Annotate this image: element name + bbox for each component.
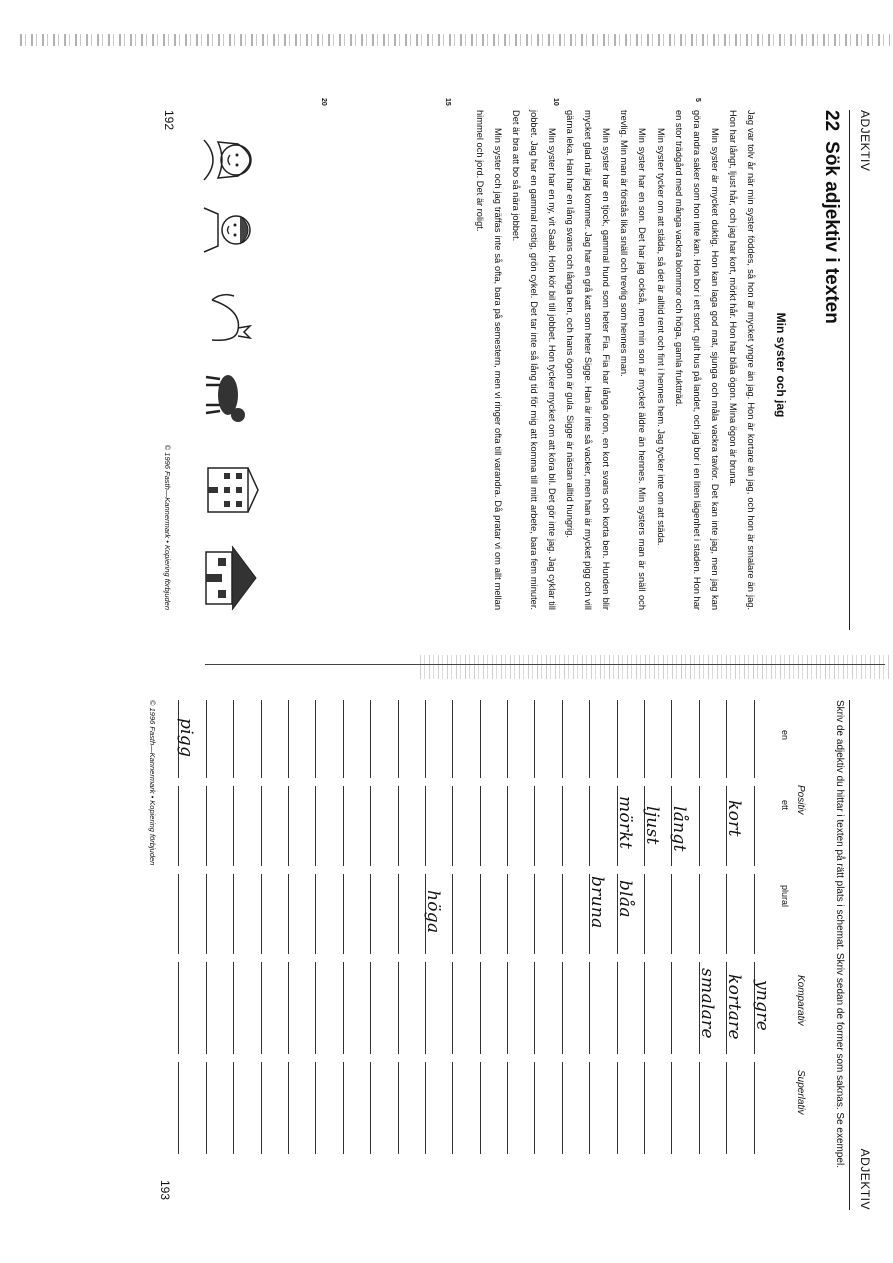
subcolumn-en: en: [780, 730, 790, 741]
boy-portrait-icon: [202, 200, 262, 260]
paragraph: Min syster tycker om att städa, så det är alltid rent och fint i hennes hem. Jag tycker inte om att städa.: [655, 128, 666, 546]
instruction-text: Skriv de adjektiv du hittar i texten på rätt plats i schemat. Skriv sedan de former som saknas. Se exempel.: [834, 700, 845, 1168]
illustration-strip: [192, 110, 262, 630]
handwritten-answer[interactable]: pigg: [176, 718, 197, 758]
paragraph: Min syster har en son. Det har jag också, men min son är mycket äldre än hennes. Min systers man är snäll och trevlig. Min man är förstås lika snäll och trevlig som hennes man.: [619, 110, 648, 610]
section-label: ADJEKTIV: [849, 110, 872, 630]
answer-row: [173, 700, 200, 1160]
cat-icon: [202, 290, 262, 350]
answer-row: [283, 700, 310, 1160]
line-number-10: 10: [552, 98, 559, 106]
story-title: Min syster och jag: [774, 312, 788, 418]
answer-row: [310, 700, 337, 1160]
answer-row: [475, 700, 502, 1160]
paragraph: Min syster har en ny, vit Saab. Hon kör bil till jobbet. Hon tycker mycket om att köra bil. Det gör inte jag. Jag cyklar till jobbet. Jag har en gammal rostig, grön cykel. Det tar inte så lång tid för mig att komma till mitt arbete, bara fem minuter. Det är bra att bo så nära jobbet.: [510, 110, 557, 610]
answer-row: [639, 700, 666, 1160]
story-text: [320, 98, 761, 610]
lesson-title: [820, 110, 842, 324]
scan-noise-top: [20, 34, 890, 46]
answer-row: [612, 700, 639, 1160]
handwritten-answer[interactable]: höga: [422, 890, 443, 934]
lesson-number: 22: [821, 110, 842, 132]
house-icon: [202, 540, 262, 615]
answer-row: [529, 700, 556, 1160]
handwritten-answer[interactable]: ljust: [642, 806, 663, 845]
handwritten-answer[interactable]: yngre: [751, 980, 772, 1032]
answer-row: [201, 700, 228, 1160]
column-header-positiv: Positiv: [795, 785, 806, 815]
answer-row: [502, 700, 529, 1160]
handwritten-answer[interactable]: blåa: [614, 880, 635, 918]
column-header-komparativ: Komparativ: [795, 975, 806, 1026]
page-number: 192: [162, 110, 176, 131]
girl-portrait-icon: [202, 130, 262, 190]
handwritten-answer[interactable]: bruna: [587, 876, 608, 929]
line-number-15: 15: [444, 98, 451, 106]
page-number: 193: [158, 1179, 172, 1200]
answer-row: [666, 700, 693, 1160]
paragraph: Jag var tolv år när min syster föddes, så hon är mycket yngre än jag. Hon är kortare än jag, och hon är smalare än jag. Hon har långt, ljust hår, och jag har kort, mörkt hår. Hon har blåa ögon. Mina ögon är bruna.: [727, 110, 756, 610]
answer-row: [447, 700, 474, 1160]
page-192: [122, 100, 872, 630]
paragraph: Min syster har en tjock, gammal hund som heter Fia. Fia har långa öron, en kort svans och korta ben. Hunden blir mycket glad när jag kommer. Jag har en grå katt som heter Sigge. Han är inte så vacker, men han är mycket pigg och vill gärna leka. Han har en lång svans och långa ben, och hans ögon är gula. Sigge är nästan alltid hungrig.: [565, 110, 612, 610]
apartment-building-icon: [202, 460, 262, 520]
subcolumn-ett: ett: [780, 800, 790, 811]
copyright: © 1996 Fasth—Kannermark • Kopiering förbjuden: [148, 700, 157, 866]
subcolumn-plural: plural: [780, 885, 790, 908]
line-number-5: 5: [694, 98, 701, 102]
copyright: © 1996 Fasth—Kannermark • Kopiering förbjuden: [163, 444, 172, 610]
paragraph: Min syster och jag träffas inte så ofta, bara på semestern, men vi ringer ofta till varandra. Då pratar vi om allt mellan himmel och jord. Det är roligt.: [474, 110, 503, 610]
answer-grid: [173, 700, 776, 1160]
answer-row: [584, 700, 611, 1160]
paragraph: Min syster är mycket duktig. Hon kan laga god mat, sjunga och måla vackra tavlor. Det kan inte jag, men jag kan göra andra saker som hon inte kan. Hon bor i ett stort, gult hus på landet, och jag bor i en liten lägenhet i staden. Hon har en stor trädgård med många vackra blommor och höga, gamla fruktträd.: [673, 110, 720, 610]
answer-row: [228, 700, 255, 1160]
page-divider: [205, 664, 885, 665]
lesson-title-text: Sök adjektiv i texten: [821, 141, 842, 324]
handwritten-answer[interactable]: kort: [724, 800, 745, 837]
scan-noise-middle: [420, 655, 890, 679]
answer-row: [557, 700, 584, 1160]
answer-row: [420, 700, 447, 1160]
line-number-20: 20: [320, 98, 327, 106]
handwritten-answer[interactable]: långt: [669, 806, 690, 852]
answer-row: [256, 700, 283, 1160]
section-label: ADJEKTIV: [849, 700, 872, 1210]
answer-row: [721, 700, 748, 1160]
answer-row: [365, 700, 392, 1160]
dog-icon: [202, 365, 262, 425]
handwritten-answer[interactable]: kortare: [724, 974, 745, 1040]
page-193: [92, 690, 872, 1210]
answer-row: [749, 700, 776, 1160]
column-header-superlativ: Superlativ: [795, 1070, 806, 1115]
answer-row: [694, 700, 721, 1160]
handwritten-answer[interactable]: smalare: [696, 968, 717, 1039]
answer-row: [393, 700, 420, 1160]
answer-row: [338, 700, 365, 1160]
handwritten-answer[interactable]: mörkt: [614, 796, 635, 850]
